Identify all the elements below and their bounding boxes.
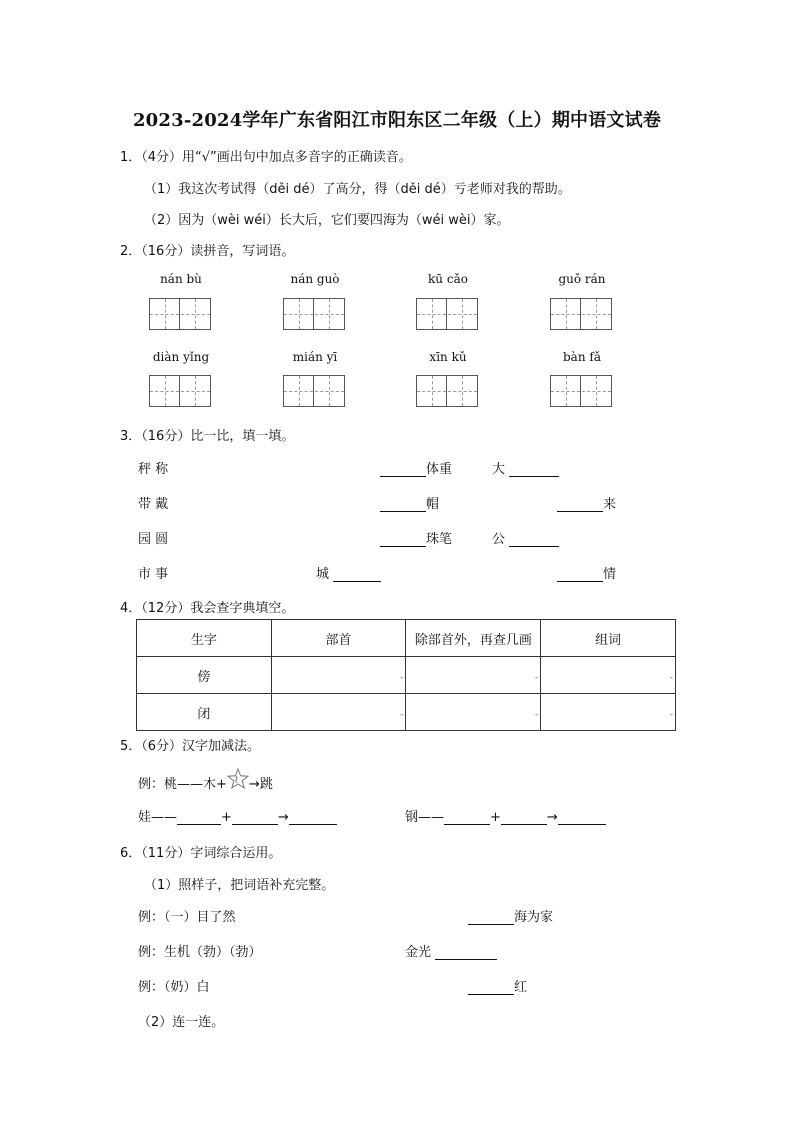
- word-fill-3: 红: [468, 976, 527, 995]
- pinyin-label: nán bù: [160, 272, 202, 286]
- answer-blank[interactable]: [501, 810, 547, 825]
- writing-grid-box[interactable]: [283, 375, 345, 407]
- question-1-header: 1．（4分）用“√”画出句中加点多音字的正确读音。: [120, 150, 412, 165]
- dictionary-table: [136, 619, 676, 731]
- answer-blank[interactable]: [444, 810, 490, 825]
- writing-grid-box[interactable]: [283, 298, 345, 330]
- compare-chars-2: 带 戴: [138, 497, 169, 512]
- compare-chars-1: 秤 称: [138, 462, 169, 477]
- answer-cell[interactable]: -: [541, 657, 676, 694]
- answer-blank[interactable]: [380, 462, 426, 477]
- question-2-header: 2．（16分）读拼音，写词语。: [120, 244, 295, 259]
- answer-blank[interactable]: [333, 567, 381, 582]
- pinyin-label: diàn yǐng: [152, 350, 210, 364]
- question-6-header: 6．（11分）字词综合运用。: [120, 846, 282, 861]
- writing-grid-box[interactable]: [149, 375, 211, 407]
- table-header-row: [137, 620, 676, 657]
- pinyin-label: bàn fǎ: [563, 350, 601, 364]
- compare-fill-4a: 城: [316, 563, 381, 582]
- answer-blank[interactable]: [435, 945, 497, 960]
- table-row: [137, 694, 676, 731]
- question-6-sub-2: （2）连一连。: [138, 1015, 225, 1030]
- question-6-sub-1: （1）照样子，把词语补充完整。: [144, 878, 335, 893]
- compare-fill-1b: 大: [492, 458, 559, 477]
- answer-blank[interactable]: [558, 810, 606, 825]
- writing-grid-box[interactable]: [149, 298, 211, 330]
- question-1-sentence-1: （1）我这次考试得（děi dé）了高分，得（děi dé）亏老师对我的帮助。: [144, 182, 571, 197]
- arrow-icon: →: [546, 810, 558, 825]
- question-1-sentence-2: （2）因为（wèi wéi）长大后，它们要四海为（wéi wèi）家。: [144, 213, 510, 228]
- pinyin-label: xīn kǔ: [429, 350, 467, 364]
- word-example-1: 例：（一）目了然: [138, 910, 236, 925]
- arrow-icon: →: [248, 777, 260, 792]
- answer-cell[interactable]: -: [406, 694, 541, 731]
- answer-blank[interactable]: [557, 567, 603, 582]
- answer-blank[interactable]: [557, 497, 603, 512]
- answer-blank[interactable]: [468, 910, 514, 925]
- pinyin-label: guǒ rán: [558, 272, 606, 286]
- word-example-3: 例：（奶）白: [138, 980, 210, 995]
- writing-grid-box[interactable]: [416, 375, 478, 407]
- word-example-2: 例：生机（勃）（勃）: [138, 945, 262, 960]
- answer-cell[interactable]: -: [271, 657, 406, 694]
- answer-blank[interactable]: [468, 980, 514, 995]
- answer-blank[interactable]: [509, 462, 559, 477]
- writing-grid-box[interactable]: [550, 298, 612, 330]
- compare-chars-3: 园 圆: [138, 532, 169, 547]
- compare-chars-4: 市 事: [138, 567, 169, 582]
- answer-cell[interactable]: -: [541, 694, 676, 731]
- compare-fill-2b: 来: [557, 493, 616, 512]
- table-row: [137, 657, 676, 694]
- writing-grid-box[interactable]: [550, 375, 612, 407]
- word-fill-1: 海为家: [468, 906, 553, 925]
- answer-blank[interactable]: [289, 810, 337, 825]
- question-5-header: 5．（6分）汉字加减法。: [120, 739, 261, 754]
- arrow-icon: →: [277, 810, 289, 825]
- table-cell-char: 闭: [137, 694, 272, 731]
- page-title: 2023-2024学年广东省阳江市阳东区二年级（上）期中语文试卷: [132, 110, 662, 131]
- answer-blank[interactable]: [380, 532, 426, 547]
- compare-fill-1a: 体重: [380, 458, 452, 477]
- compare-fill-2a: 帽: [380, 493, 439, 512]
- table-cell-char: 傍: [137, 657, 272, 694]
- answer-cell[interactable]: -: [271, 694, 406, 731]
- column-header: 组词: [541, 620, 676, 657]
- answer-blank[interactable]: [232, 810, 278, 825]
- compare-fill-3a: 珠笔: [380, 528, 452, 547]
- answer-cell[interactable]: -: [406, 657, 541, 694]
- column-header: 除部首外，再查几画: [406, 620, 541, 657]
- pinyin-label: mián yī: [292, 350, 338, 364]
- column-header: 生字: [137, 620, 272, 657]
- compare-fill-3b: 公: [492, 528, 559, 547]
- add-subtract-item-1: 娃—— + →: [138, 806, 337, 825]
- pinyin-label: nán guò: [290, 272, 340, 286]
- question-3-header: 3．（16分）比一比，填一填。: [120, 429, 295, 444]
- pinyin-label: kū cǎo: [428, 272, 468, 286]
- example-line: 例：桃——木+ 扌 →跳: [138, 768, 273, 792]
- star-icon: [227, 768, 249, 790]
- question-4-header: 4．（12分）我会查字典填空。: [120, 601, 295, 616]
- answer-blank[interactable]: [509, 532, 559, 547]
- column-header: 部首: [271, 620, 406, 657]
- answer-blank[interactable]: [380, 497, 426, 512]
- add-subtract-item-2: 钢—— + →: [405, 806, 606, 825]
- star-char: 扌: [234, 776, 242, 784]
- writing-grid-box[interactable]: [416, 298, 478, 330]
- compare-fill-4b: 情: [557, 563, 616, 582]
- answer-blank[interactable]: [177, 810, 221, 825]
- word-fill-2: 金光: [405, 941, 497, 960]
